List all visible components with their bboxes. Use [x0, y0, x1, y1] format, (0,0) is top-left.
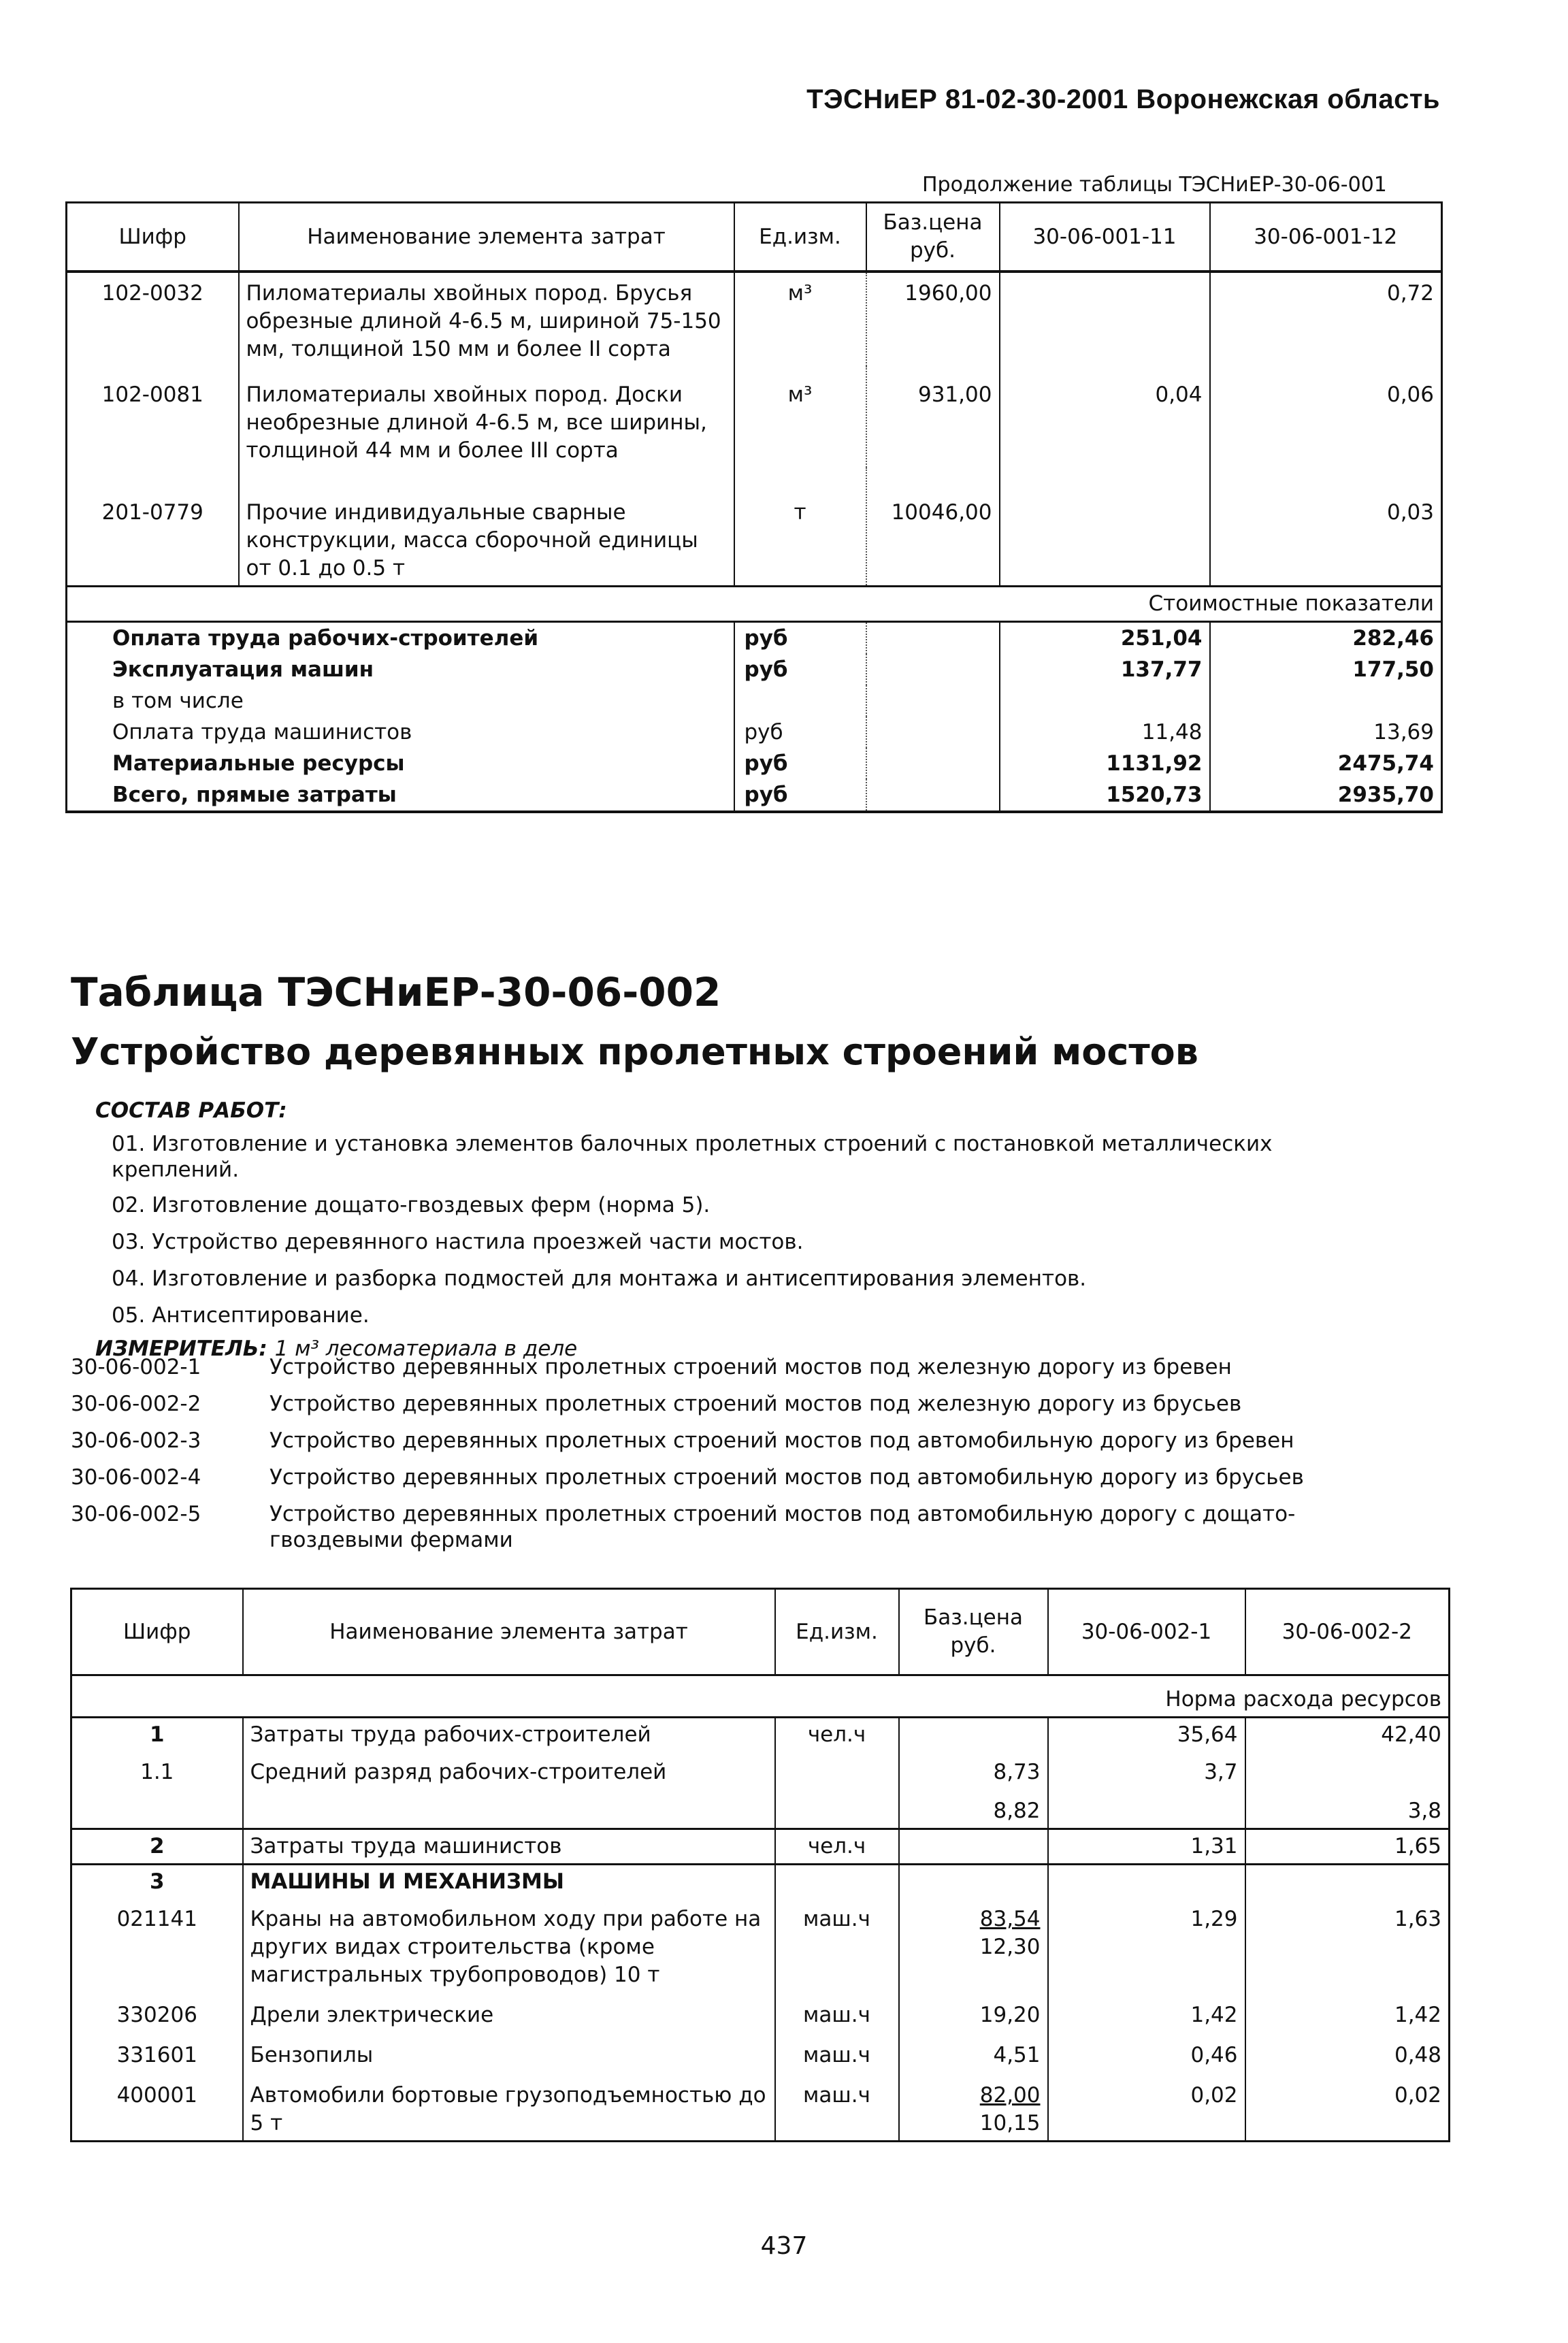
list-item: [71, 1354, 1405, 1380]
row-code: 330206: [71, 1992, 243, 2032]
row-value-1-text: 3,7: [1204, 1760, 1238, 1784]
summary-row: [67, 685, 1442, 717]
operation-item: 05. Антисептирование.: [112, 1303, 370, 1328]
row-price: [899, 1829, 1048, 1865]
summary-unit: руб: [734, 622, 866, 655]
row-code: 3: [71, 1865, 243, 1899]
row-price: [899, 1718, 1048, 1752]
operation-item: 03. Устройство деревянного настила проезжей части мостов.: [112, 1230, 804, 1254]
summary-price: [866, 685, 1000, 717]
row-price-line-1: 83,54: [979, 1907, 1041, 1931]
row-unit: м³: [734, 366, 866, 468]
row-value-2: [1245, 1865, 1450, 1899]
row-unit: маш.ч: [775, 1992, 899, 2032]
row-unit: маш.ч: [775, 2072, 899, 2142]
col-name-header: Наименование элемента затрат: [239, 203, 734, 272]
row-price-line-2: 8,82: [993, 1799, 1041, 1823]
table-row: [71, 1992, 1450, 2032]
row-code: 201-0779: [67, 468, 239, 587]
norm-code: 30-06-002-5: [71, 1502, 201, 1526]
row-value-2: 42,40: [1245, 1718, 1450, 1752]
summary-price: [866, 779, 1000, 812]
col-norm-1-header: 30-06-002-1: [1048, 1589, 1245, 1675]
row-value-2: 0,06: [1210, 366, 1442, 468]
list-item: [71, 1501, 1405, 1553]
summary-value-2: 13,69: [1210, 717, 1442, 748]
list-item: [71, 1428, 1405, 1454]
summary-value-2: 2475,74: [1210, 748, 1442, 779]
table-title: Таблица ТЭСНиЕР-30-06-002: [71, 969, 721, 1015]
row-code: 331601: [71, 2032, 243, 2072]
row-value-2: 1,63: [1245, 1899, 1450, 1992]
row-price: [899, 1899, 1048, 1992]
summary-name: Материальные ресурсы: [67, 748, 734, 779]
table-subtitle: Устройство деревянных пролетных строений мостов: [71, 1030, 1198, 1073]
norm-description: Устройство деревянных пролетных строений мостов под автомобильную дорогу из бревен: [270, 1428, 1294, 1453]
row-name: Пиломатериалы хвойных пород. Брусья обрезные длиной 4-6.5 м, шириной 75-150 мм, толщиной 150 мм и более II сорта: [239, 272, 734, 366]
row-price: 4,51: [899, 2032, 1048, 2072]
row-value-1: [1000, 468, 1210, 587]
row-price: [899, 1865, 1048, 1899]
summary-name: Оплата труда рабочих-строителей: [67, 622, 734, 655]
table-row: [71, 1899, 1450, 1992]
section-label-row: [67, 587, 1442, 622]
operation-item: 01. Изготовление и установка элементов балочных пролетных строений с постановкой металлических креплений.: [112, 1132, 1273, 1182]
norm-code: 30-06-002-4: [71, 1465, 201, 1490]
col-unit-header: Ед.изм.: [734, 203, 866, 272]
norm-label-row: [71, 1675, 1450, 1718]
norm-description: Устройство деревянных пролетных строений мостов под железную дорогу из бревен: [270, 1355, 1232, 1379]
summary-unit: руб: [734, 654, 866, 685]
summary-row: [67, 779, 1442, 812]
running-header: ТЭСНиЕР 81-02-30-2001 Воронежская область: [806, 84, 1440, 114]
row-name: Пиломатериалы хвойных пород. Доски необрезные длиной 4-6.5 м, все ширины, толщиной 44 мм и более III сорта: [239, 366, 734, 468]
row-unit: маш.ч: [775, 1899, 899, 1992]
table-row: [71, 1829, 1450, 1865]
row-name: Затраты труда рабочих-строителей: [243, 1718, 775, 1752]
row-code: 1.1: [71, 1752, 243, 1829]
row-value-1: 1,29: [1048, 1899, 1245, 1992]
col-norm-2-header: 30-06-002-2: [1245, 1589, 1450, 1675]
row-value-1: [1048, 1865, 1245, 1899]
row-unit: маш.ч: [775, 2032, 899, 2072]
row-unit: [775, 1865, 899, 1899]
row-unit: м³: [734, 272, 866, 366]
row-name: Дрели электрические: [243, 1992, 775, 2032]
code-list: [71, 1354, 1405, 1564]
row-value-2: 1,42: [1245, 1992, 1450, 2032]
composition-label: СОСТАВ РАБОТ:: [95, 1098, 287, 1123]
col-code-header: Шифр: [67, 203, 239, 272]
table-row: [71, 1752, 1450, 1829]
row-unit: чел.ч: [775, 1718, 899, 1752]
summary-name: в том числе: [67, 685, 734, 717]
summary-unit: руб: [734, 779, 866, 812]
norm-code: 30-06-002-1: [71, 1355, 201, 1379]
cost-table-30-06-001: [65, 201, 1443, 813]
table-row: [71, 1718, 1450, 1752]
summary-row: [67, 622, 1442, 655]
col-price-header: Баз.цена руб.: [866, 203, 1000, 272]
col-code-header: Шифр: [71, 1589, 243, 1675]
norm-description: Устройство деревянных пролетных строений мостов под автомобильную дорогу с дощато-гвоздевыми фермами: [270, 1502, 1296, 1552]
continuation-note: Продолжение таблицы ТЭСНиЕР-30-06-001: [922, 173, 1387, 197]
table-row: [67, 272, 1442, 366]
row-value-2: 0,02: [1245, 2072, 1450, 2142]
table-row: [71, 2032, 1450, 2072]
summary-name: Оплата труда машинистов: [67, 717, 734, 748]
row-value-2: [1245, 1752, 1450, 1829]
summary-value-2: 2935,70: [1210, 779, 1442, 812]
section-label: Стоимостные показатели: [67, 587, 1442, 622]
col-name-header: Наименование элемента затрат: [243, 1589, 775, 1675]
summary-name: Эксплуатация машин: [67, 654, 734, 685]
summary-value-2: 177,50: [1210, 654, 1442, 685]
summary-unit: [734, 685, 866, 717]
norm-label: Норма расхода ресурсов: [71, 1675, 1450, 1718]
row-value-1: 1,31: [1048, 1829, 1245, 1865]
row-value-2: 0,03: [1210, 468, 1442, 587]
summary-unit: руб: [734, 748, 866, 779]
row-name: МАШИНЫ И МЕХАНИЗМЫ: [243, 1865, 775, 1899]
col-unit-header: Ед.изм.: [775, 1589, 899, 1675]
operation-item: 02. Изготовление дощато-гвоздевых ферм (норма 5).: [112, 1193, 710, 1217]
row-code: 102-0032: [67, 272, 239, 366]
summary-price: [866, 748, 1000, 779]
col-norm-12-header: 30-06-001-12: [1210, 203, 1442, 272]
row-price: 1960,00: [866, 272, 1000, 366]
row-value-2: 1,65: [1245, 1829, 1450, 1865]
row-value-1: 0,46: [1048, 2032, 1245, 2072]
summary-unit: руб: [734, 717, 866, 748]
row-name: Прочие индивидуальные сварные конструкции, масса сборочной единицы от 0.1 до 0.5 т: [239, 468, 734, 587]
summary-value-1: 11,48: [1000, 717, 1210, 748]
table-row: [71, 1865, 1450, 1899]
row-price-line-1: 8,73: [993, 1760, 1041, 1784]
summary-name: Всего, прямые затраты: [67, 779, 734, 812]
norm-code: 30-06-002-2: [71, 1392, 201, 1416]
table-header-row: [67, 203, 1442, 272]
meter-value: 1 м³ лесоматериала в деле: [274, 1337, 578, 1361]
table-header-row: [71, 1589, 1450, 1675]
row-unit: [775, 1752, 899, 1829]
resource-table-30-06-002: [70, 1588, 1450, 2142]
summary-row: [67, 654, 1442, 685]
col-price-header: Баз.цена руб.: [899, 1589, 1048, 1675]
row-price: [899, 2072, 1048, 2142]
row-code: 102-0081: [67, 366, 239, 468]
row-name: Затраты труда машинистов: [243, 1829, 775, 1865]
row-unit: т: [734, 468, 866, 587]
operation-item: 04. Изготовление и разборка подмостей для монтажа и антисептирования элементов.: [112, 1266, 1087, 1291]
row-value-1: 0,02: [1048, 2072, 1245, 2142]
row-price: 19,20: [899, 1992, 1048, 2032]
summary-value-1: 1131,92: [1000, 748, 1210, 779]
row-name: Бензопилы: [243, 2032, 775, 2072]
row-code: 021141: [71, 1899, 243, 1992]
row-price-line-1: 82,00: [979, 2083, 1041, 2108]
table-row: [71, 2072, 1450, 2142]
summary-price: [866, 622, 1000, 655]
row-name: Краны на автомобильном ходу при работе на других видах строительства (кроме магистральных трубопроводов) 10 т: [243, 1899, 775, 1992]
row-value-1: [1000, 272, 1210, 366]
row-value-1: [1048, 1752, 1245, 1829]
summary-row: [67, 717, 1442, 748]
row-name: Средний разряд рабочих-строителей: [243, 1752, 775, 1829]
norm-description: Устройство деревянных пролетных строений мостов под железную дорогу из брусьев: [270, 1392, 1242, 1416]
norm-description: Устройство деревянных пролетных строений мостов под автомобильную дорогу из брусьев: [270, 1465, 1304, 1490]
summary-value-1: 251,04: [1000, 622, 1210, 655]
summary-value-2: 282,46: [1210, 622, 1442, 655]
summary-value-2: [1210, 685, 1442, 717]
summary-price: [866, 654, 1000, 685]
list-item: [71, 1391, 1405, 1417]
page-number: 437: [760, 2232, 808, 2260]
row-price: 931,00: [866, 366, 1000, 468]
col-norm-11-header: 30-06-001-11: [1000, 203, 1210, 272]
table-row: [67, 366, 1442, 468]
row-name: Автомобили бортовые грузоподъемностью до 5 т: [243, 2072, 775, 2142]
row-price: [899, 1752, 1048, 1829]
norm-code: 30-06-002-3: [71, 1428, 201, 1453]
row-value-2-text: 3,8: [1407, 1799, 1441, 1823]
row-code: 1: [71, 1718, 243, 1752]
row-value-1: 1,42: [1048, 1992, 1245, 2032]
row-code: 2: [71, 1829, 243, 1865]
row-code: 400001: [71, 2072, 243, 2142]
row-price-line-2: 12,30: [979, 1935, 1041, 1959]
row-price: 10046,00: [866, 468, 1000, 587]
summary-value-1: 137,77: [1000, 654, 1210, 685]
row-price-line-2: 10,15: [979, 2111, 1041, 2135]
list-item: [71, 1464, 1405, 1490]
row-value-1: 0,04: [1000, 366, 1210, 468]
summary-row: [67, 748, 1442, 779]
meter-label: ИЗМЕРИТЕЛЬ:: [95, 1337, 267, 1361]
row-value-2: 0,48: [1245, 2032, 1450, 2072]
summary-value-1: 1520,73: [1000, 779, 1210, 812]
table-row: [67, 468, 1442, 587]
summary-price: [866, 717, 1000, 748]
row-unit: чел.ч: [775, 1829, 899, 1865]
row-value-1: 35,64: [1048, 1718, 1245, 1752]
row-value-2: 0,72: [1210, 272, 1442, 366]
summary-value-1: [1000, 685, 1210, 717]
